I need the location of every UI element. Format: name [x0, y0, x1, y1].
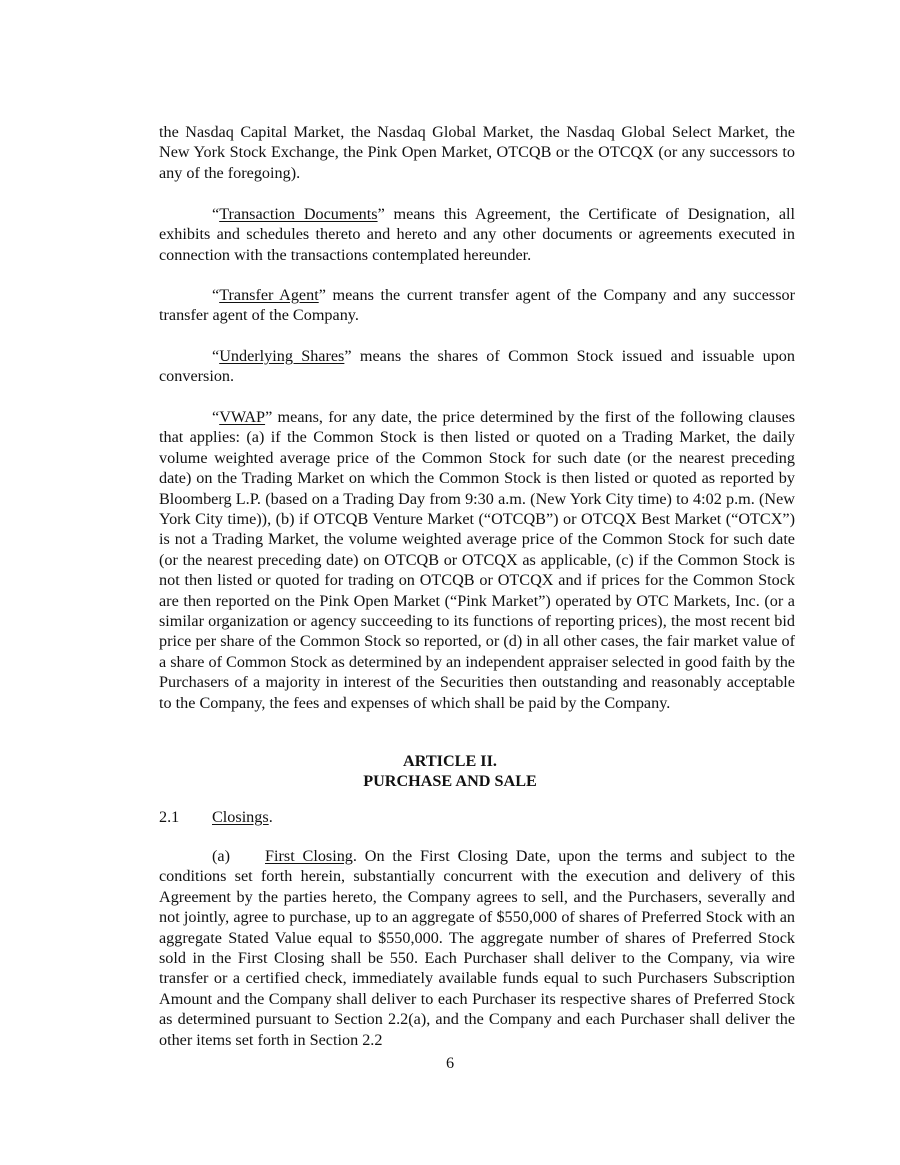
definition-body: means the shares of Common Stock issued and issuable upon conversion.: [159, 347, 795, 386]
close-quote: ”: [265, 408, 273, 426]
article-number: ARTICLE II.: [403, 752, 497, 770]
subsection-label: (a): [212, 847, 230, 865]
definition-transfer-agent: [159, 285, 795, 326]
defined-term: Underlying Shares: [219, 347, 345, 365]
subsection-title: First Closing: [265, 847, 353, 865]
section-heading: [159, 807, 795, 828]
page-number: 6: [445, 1054, 455, 1072]
definition-body: means, for any date, the price determined by the first of the following clauses that applies: (a) if the Common Stock is then listed or quoted on a Trading Market, the daily volume weighted average price of the Common Stock for such date (or the nearest preceding date) on the Trading Market on which the Common Stock is then listed or quoted as reported by Bloomberg L.P. (based on a Trading Day from 9:30 a.m. (New York City time) to 4:02 p.m. (New York City time)), (b) if OTCQB Venture Market (“OTCQB”) or OTCQX Best Market (“OTCX”) is not a Trading Market, the volume weighted average price of the Common Stock for such date (or the nearest preceding date) on OTCQB or OTCQX as applicable, (c) if the Common Stock is not then listed or quoted for trading on OTCQB or OTCQX and if prices for the Common Stock are then reported on the Pink Open Market (“Pink Market”) operated by OTC Markets, Inc. (or a similar organization or agency succeeding to its functions of reporting prices), the most recent bid price per share of the Common Stock so reported, or (d) in all other cases, the fair market value of a share of Common Stock as determined by an independent appraiser selected in good faith by the Purchasers of a majority in interest of the Securities then outstanding and reasonably acceptable to the Company, the fees and expenses of which shall be paid by the Company.: [159, 408, 795, 712]
definition-body: means the current transfer agent of the Company and any successor transfer agent of the Company.: [159, 286, 796, 325]
open-quote: “: [212, 286, 220, 304]
subsection-first-closing: [159, 846, 795, 1050]
section-title-text: Closings: [212, 808, 269, 826]
subsection-title-suffix: .: [352, 847, 357, 865]
definition-transaction-documents: [159, 204, 795, 265]
close-quote: ”: [344, 347, 352, 365]
section-number: 2.1: [159, 808, 180, 826]
defined-term: Transaction Documents: [219, 205, 378, 223]
section-title-suffix: .: [268, 808, 273, 826]
definition-vwap: [159, 407, 795, 713]
close-quote: ”: [377, 205, 385, 223]
continuation-paragraph: the Nasdaq Capital Market, the Nasdaq Global Market, the Nasdaq Global Select Market, the New York Stock Exchange, the Pink Open Market, OTCQB or the OTCQX (or any successors to any of the foregoing).: [159, 123, 795, 182]
open-quote: “: [212, 408, 220, 426]
open-quote: “: [212, 205, 220, 223]
section-title: [212, 807, 273, 827]
defined-term: VWAP: [219, 408, 266, 426]
definition-body: means this Agreement, the Certificate of Designation, all exhibits and schedules thereto and hereto and any other documents or agreements executed in connection with the transactions contemplated hereunder.: [159, 205, 795, 264]
subsection-body: On the First Closing Date, upon the terms and subject to the conditions set forth herein, substantially concurrent with the execution and delivery of this Agreement by the parties hereto, the Company agrees to sell, and the Purchasers, severally and not jointly, agree to purchase, up to an aggregate of $550,000 of shares of Preferred Stock with an aggregate Stated Value equal to $550,000. The aggregate number of shares of Preferred Stock sold in the First Closing shall be 550. Each Purchaser shall deliver to the Company, via wire transfer or a certified check, immediately available funds equal to such Purchasers Subscription Amount and the Company shall deliver to each Purchaser its respective shares of Preferred Stock as determined pursuant to Section 2.2(a), and the Company and each Purchaser shall deliver the other items set forth in Section 2.2: [159, 847, 795, 1049]
defined-term: Transfer Agent: [219, 286, 319, 304]
definition-underlying-shares: [159, 346, 795, 387]
article-title: PURCHASE AND SALE: [363, 772, 537, 790]
close-quote: ”: [318, 286, 326, 304]
open-quote: “: [212, 347, 220, 365]
